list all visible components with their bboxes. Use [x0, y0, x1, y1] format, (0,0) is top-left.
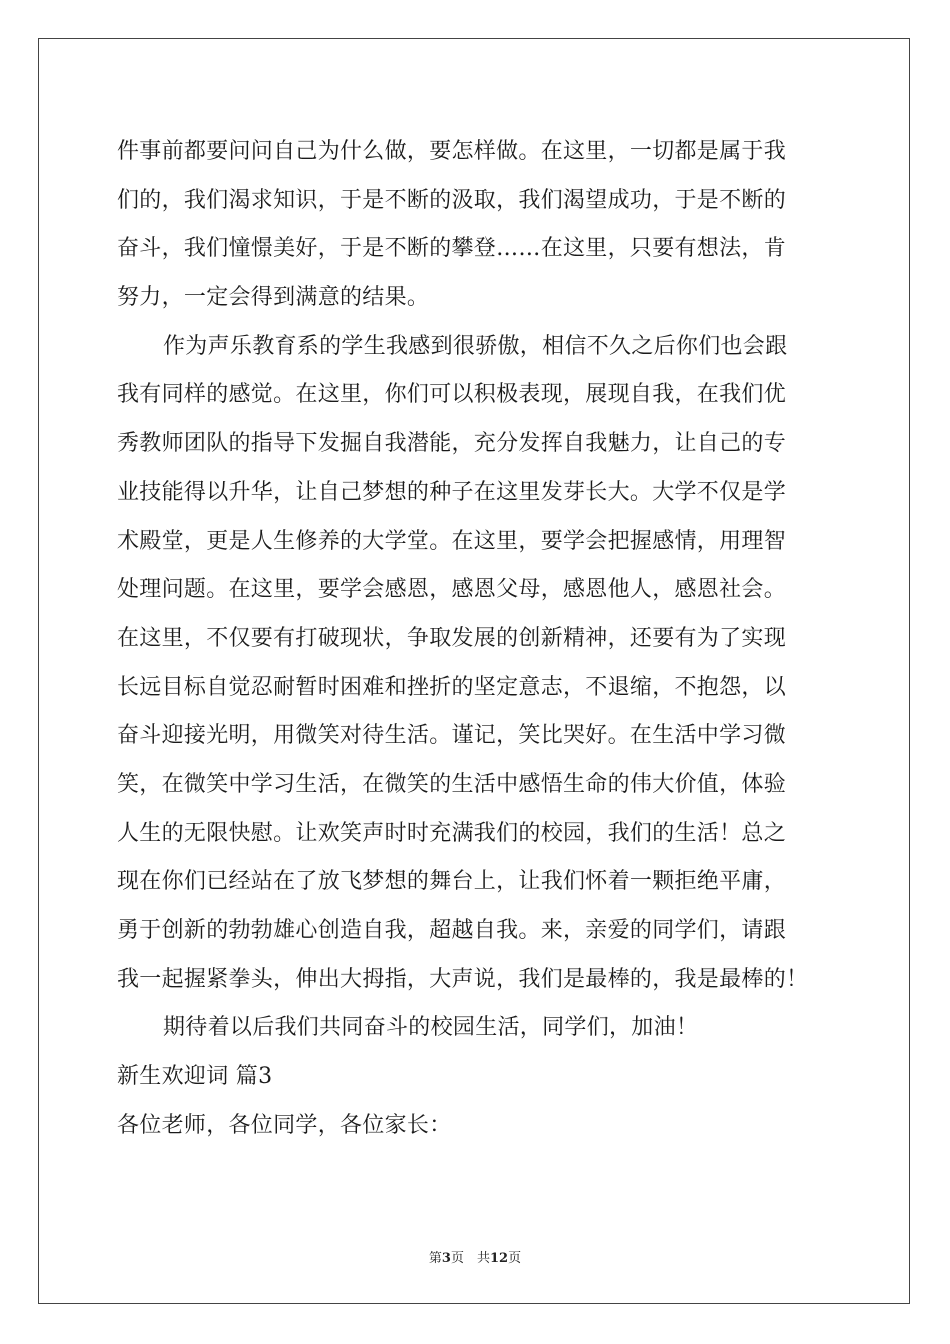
- text-line: 期待着以后我们共同奋斗的校园生活，同学们，加油！: [163, 1015, 699, 1041]
- text-line: 努力，一定会得到满意的结果。: [117, 285, 430, 311]
- text-line: 现在你们已经站在了放飞梦想的舞台上，让我们怀着一颗拒绝平庸，: [117, 869, 787, 895]
- text-line: 术殿堂，更是人生修养的大学堂。在这里，要学会把握感情，用理智: [117, 528, 787, 554]
- text-line: 人生的无限快慰。让欢笑声时时充满我们的校园，我们的生活！总之: [117, 820, 787, 846]
- page-footer: [0, 1247, 950, 1266]
- text-line: 新生欢迎词 篇3: [117, 1064, 273, 1090]
- document-body: [117, 128, 837, 1150]
- footer-middle: 页 共: [450, 1251, 490, 1266]
- footer-suffix: 页: [508, 1251, 522, 1266]
- text-line: 我有同样的感觉。在这里，你们可以积极表现，展现自我，在我们优: [117, 382, 787, 408]
- text-line: 们的，我们渴求知识，于是不断的汲取，我们渴望成功，于是不断的: [117, 187, 787, 213]
- text-line: 处理问题。在这里，要学会感恩，感恩父母，感恩他人，感恩社会。: [117, 577, 787, 603]
- text-line: 业技能得以升华，让自己梦想的种子在这里发芽长大。大学不仅是学: [117, 479, 787, 505]
- text-line: 在这里，不仅要有打破现状，争取发展的创新精神，还要有为了实现: [117, 625, 787, 651]
- text-line: 我一起握紧拳头，伸出大拇指，大声说，我们是最棒的，我是最棒的！: [117, 966, 809, 992]
- text-line: 笑，在微笑中学习生活，在微笑的生活中感悟生命的伟大价值，体验: [117, 771, 787, 797]
- footer-prefix: 第: [428, 1251, 442, 1266]
- text-line: 勇于创新的勃勃雄心创造自我，超越自我。来，亲爱的同学们，请跟: [117, 918, 787, 943]
- text-line: 件事前都要问问自己为什么做，要怎样做。在这里，一切都是属于我: [117, 139, 787, 164]
- text-line: 奋斗迎接光明，用微笑对待生活。谨记，笑比哭好。在生活中学习微: [117, 723, 787, 749]
- text-line: 各位老师，各位同学，各位家长：: [117, 1112, 452, 1138]
- text-line: 奋斗，我们憧憬美好，于是不断的攀登……在这里，只要有想法，肯: [117, 236, 787, 262]
- current-page-number: 3: [441, 1251, 451, 1266]
- total-page-count: 12: [489, 1251, 509, 1266]
- text-line: 长远目标自觉忍耐暂时困难和挫折的坚定意志，不退缩，不抱怨，以: [117, 674, 787, 700]
- text-line: 秀教师团队的指导下发掘自我潜能，充分发挥自我魅力，让自己的专: [117, 431, 787, 457]
- text-line: 作为声乐教育系的学生我感到很骄傲，相信不久之后你们也会跟: [163, 333, 788, 359]
